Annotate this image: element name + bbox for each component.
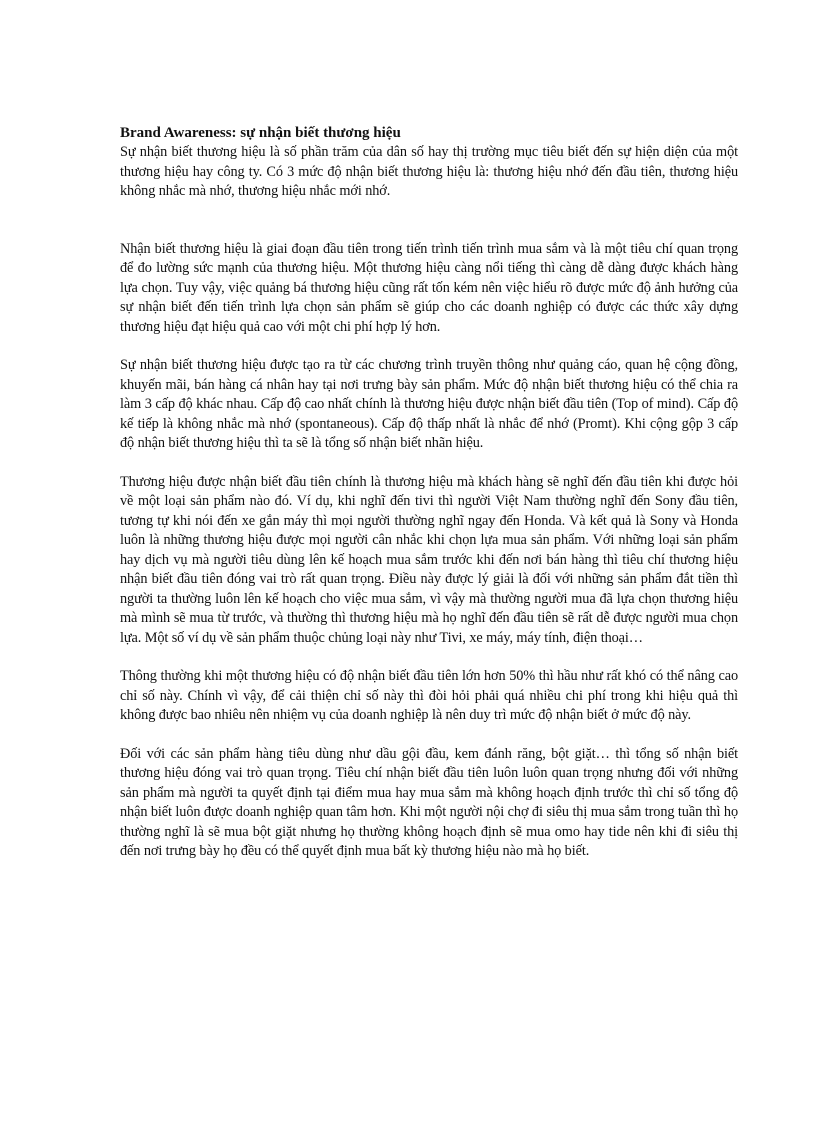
paragraph-spacer (120, 337, 738, 356)
paragraph-spacer (120, 202, 738, 240)
paragraph-consumer-goods: Đối với các sản phẩm hàng tiêu dùng như dầu gội đầu, kem đánh răng, bột giặt… thì tổng số nhận biết thương hiệu đóng vai trò quan trọng. Tiêu chí nhận biết đầu tiên luôn luôn quan trọng nhưng đối với những sản phẩm mà người ta quyết định tại điểm mua hay mua sắm mà không hoạch định trước thì chỉ số tổng độ nhận biết luôn được doanh nghiệp quan tâm hơn. Khi một người nội chợ đi siêu thị mua sắm trong tuần thì họ thường nghĩ là sẽ mua bột giặt nhưng họ thường không hoạch định sẽ mua omo hay tide nên khi đi siêu thị đến nơi trưng bày họ đều có thể quyết định mua bất kỳ thương hiệu nào mà họ biết. (120, 745, 738, 859)
paragraph-threshold: Thông thường khi một thương hiệu có độ nhận biết đầu tiên lớn hơn 50% thì hầu như rất khó có thể nâng cao chỉ số này. Chính vì vậy, để cải thiện chỉ số này thì đòi hỏi phải quá nhiều chi phí trong khi hiệu quả thì không được bao nhiêu nên nhiệm vụ của doanh nghiệp là nên duy trì mức độ nhận biết ở mức độ này. (120, 668, 738, 723)
document-title: Brand Awareness: sự nhận biết thương hiệu (120, 125, 401, 141)
paragraph-definition: Sự nhận biết thương hiệu là số phần trăm của dân số hay thị trường mục tiêu biết đến sự hiện diện của một thương hiệu hay công ty. Có 3 mức độ nhận biết thương hiệu là: thương hiệu nhớ đến đầu tiên, thương hiệu không nhắc mà nhớ, thương hiệu nhắc mới nhớ. (120, 144, 738, 199)
paragraph-spacer (120, 454, 738, 473)
paragraph-awareness-levels: Sự nhận biết thương hiệu được tạo ra từ các chương trình truyền thông như quảng cáo, quan hệ cộng đồng, khuyến mãi, bán hàng cá nhân hay tại nơi trưng bày sản phẩm. Mức độ nhận biết thương hiệu có thể chia ra làm 3 cấp độ khác nhau. Cấp độ cao nhất chính là thương hiệu được nhận biết đầu tiên (Top of mind). Cấp độ kế tiếp là không nhắc mà nhớ (spontaneous). Cấp độ thấp nhất là nhắc để nhớ (Promt). Khi cộng gộp 3 cấp độ nhận biết thương hiệu thì ta sẽ là tổng số nhận biết nhãn hiệu. (120, 357, 738, 451)
document-page (120, 124, 738, 862)
paragraph-spacer (120, 726, 738, 745)
paragraph-purchase-stage: Nhận biết thương hiệu là giai đoạn đầu tiên trong tiến trình tiến trình mua sắm và là một tiêu chí quan trọng để đo lường sức mạnh của thương hiệu. Một thương hiệu càng nổi tiếng thì càng dễ dàng được khách hàng lựa chọn. Tuy vậy, việc quảng bá thương hiệu cũng rất tốn kém nên việc hiểu rõ được mức độ ảnh hưởng của sự nhận biết đến tiến trình lựa chọn sản phẩm sẽ giúp cho các doanh nghiệp có được các thức xây dựng thương hiệu đạt hiệu quả cao với một chi phí hợp lý hơn. (120, 240, 738, 335)
paragraph-spacer (120, 648, 738, 667)
paragraph-top-of-mind: Thương hiệu được nhận biết đầu tiên chính là thương hiệu mà khách hàng sẽ nghĩ đến đầu tiên khi được hỏi về một loại sản phẩm nào đó. Ví dụ, khi nghĩ đến tivi thì người Việt Nam thường nghĩ đến Sony đầu tiên, tương tự khi nói đến xe gắn máy thì mọi người thường nghĩ ngay đến Honda. Và kết quả là Sony và Honda luôn là những thương hiệu được mọi người cân nhắc khi chọn lựa mua sản phẩm. Với những loại sản phẩm hay dịch vụ mà người tiêu dùng lên kế hoạch mua sắm trước khi đến nơi bán hàng thì tiêu chí thương hiệu nhận biết đầu tiên đóng vai trò rất quan trọng. Điều này được lý giải là đối với những sản phẩm đắt tiền thì người ta thường luôn lên kế hoạch cho việc mua sắm, vì vậy mà thường người mua đã lựa chọn thương hiệu mà mình sẽ mua từ trước, và thường thì thương hiệu mà họ nghĩ đến đầu tiên sẽ rất dễ được người mua chọn lựa. Một số ví dụ về sản phẩm thuộc chủng loại này như Tivi, xe máy, máy tính, điện thoại… (120, 473, 738, 646)
